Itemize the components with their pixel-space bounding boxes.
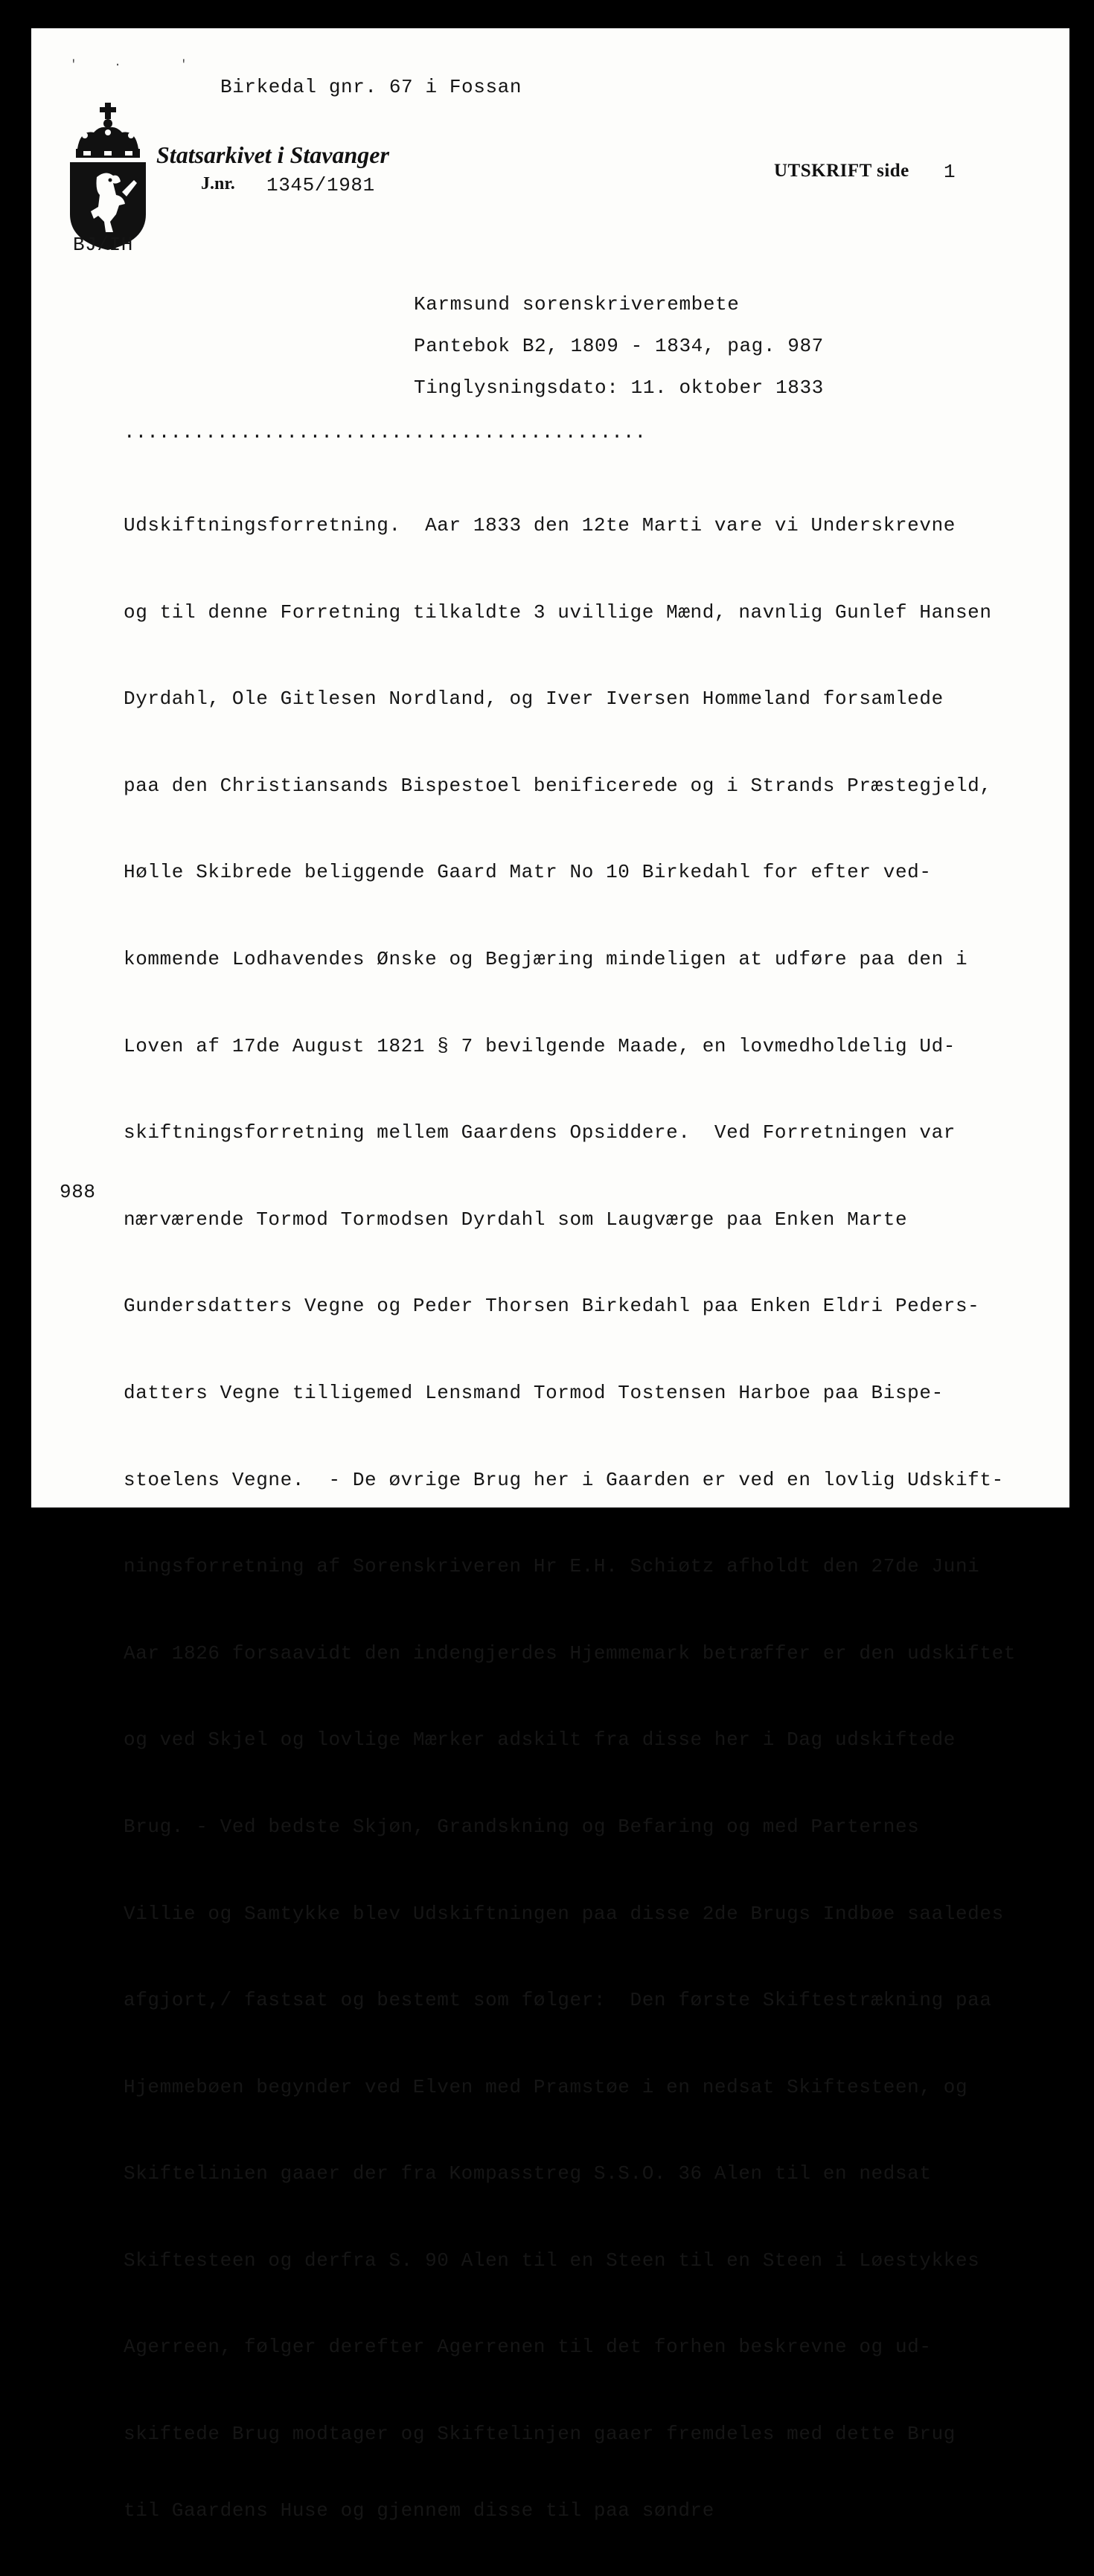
top-margin-marks: ' · ': [70, 58, 202, 71]
body-line: afgjort,/ fastsat og bestemt som følger: Den første Skiftestrækning paa: [124, 1989, 992, 2012]
body-line: Hjemmebøen begynder ved Elven med Pramstøe i en nedsat Skiftesteen, og: [124, 2075, 968, 2098]
norwegian-coat-of-arms-icon: [67, 103, 149, 251]
body-line: stoelens Vegne. - De øvrige Brug her i Gaarden er ved en lovlig Udskift-: [124, 1468, 1004, 1491]
source-office: Karmsund sorenskriverembete: [414, 293, 740, 315]
body-line: Brug. - Ved bedste Skjøn, Grandskning og Befaring og med Parternes: [124, 1815, 920, 1838]
body-line: Villie og Samtykke blev Udskiftningen paa disse 2de Brugs Indbøe saaledes: [124, 1902, 1004, 1925]
body-line: Skiftelinien gaaer der fra Kompasstreg S.S.O. 36 Alen til en nedsat: [124, 2162, 932, 2185]
body-line: til Gaardens Huse og gjennem disse til paa søndre: [124, 2499, 714, 2522]
body-line: paa den Christiansands Bispestoel benificerede og i Strands Præstegjeld,: [124, 774, 992, 797]
journal-number: 1345/1981: [266, 174, 375, 196]
body-line: skiftede Brug modtager og Skiftelinjen gaaer fremdeles med dette Brug: [124, 2423, 956, 2446]
body-line: nærværende Tormod Tormodsen Dyrdahl som Laugværge paa Enken Marte: [124, 1208, 908, 1231]
body-line: Gundersdatters Vegne og Peder Thorsen Birkedahl paa Enken Eldri Peders-: [124, 1295, 980, 1318]
body-line: kommende Lodhavendes Ønske og Begjæring mindeligen at udføre paa den i: [124, 947, 968, 970]
margin-page-number: 988: [60, 1181, 96, 1203]
body-line: Hølle Skibrede beliggende Gaard Matr No 10 Birkedahl for efter ved-: [124, 861, 932, 884]
archive-name: Statsarkivet i Stavanger: [156, 141, 389, 168]
body-line: Aar 1826 forsaavidt den indengjerdes Hjemmemark betræffer er den udskiftet: [124, 1641, 1016, 1665]
body-line: Udskiftningsforretning. Aar 1833 den 12te Marti vare vi Underskrevne: [124, 514, 956, 536]
document-page: [31, 28, 1069, 2522]
dotted-separator: .............................................: [124, 421, 647, 443]
body-line: Loven af 17de August 1821 § 7 bevilgende Maade, en lovmedholdelig Ud-: [124, 1034, 956, 1057]
body-line: Skiftesteen og derfra S. 90 Alen til en Steen til en Steen i Løestykkes: [124, 2249, 980, 2272]
registration-date: Tinglysningsdato: 11. oktober 1833: [414, 377, 824, 399]
author-initials: BJ/IH: [73, 234, 134, 256]
property-title: Birkedal gnr. 67 i Fossan: [220, 76, 522, 98]
body-line: datters Vegne tilligemed Lensmand Tormod Tostensen Harboe paa Bispe-: [124, 1381, 944, 1404]
body-line: og til denne Forretning tilkaldte 3 uvillige Mænd, navnlig Gunlef Hansen: [124, 600, 992, 624]
body-line: og ved Skjel og lovlige Mærker adskilt fra disse her i Dag udskiftede: [124, 1728, 956, 1752]
body-line: Dyrdahl, Ole Gitlesen Nordland, og Iver Iversen Hommeland forsamlede: [124, 688, 944, 711]
body-line: skiftningsforretning mellem Gaardens Opsiddere. Ved Forretningen var: [124, 1121, 956, 1144]
transcript-page-label: UTSKRIFT side: [774, 161, 909, 181]
transcript-body: [124, 460, 1016, 2576]
journal-number-label: J.nr.: [201, 174, 235, 193]
transcript-page-number: 1: [944, 161, 956, 183]
body-line: Agerreen, følger derefter Agerrenen til det forhen beskrevne og ud-: [124, 2336, 932, 2359]
body-line: ningsforretning af Sorenskriveren Hr E.H. Schiøtz afholdt den 27de Juni: [124, 1555, 980, 1578]
source-book: Pantebok B2, 1809 - 1834, pag. 987: [414, 335, 824, 357]
